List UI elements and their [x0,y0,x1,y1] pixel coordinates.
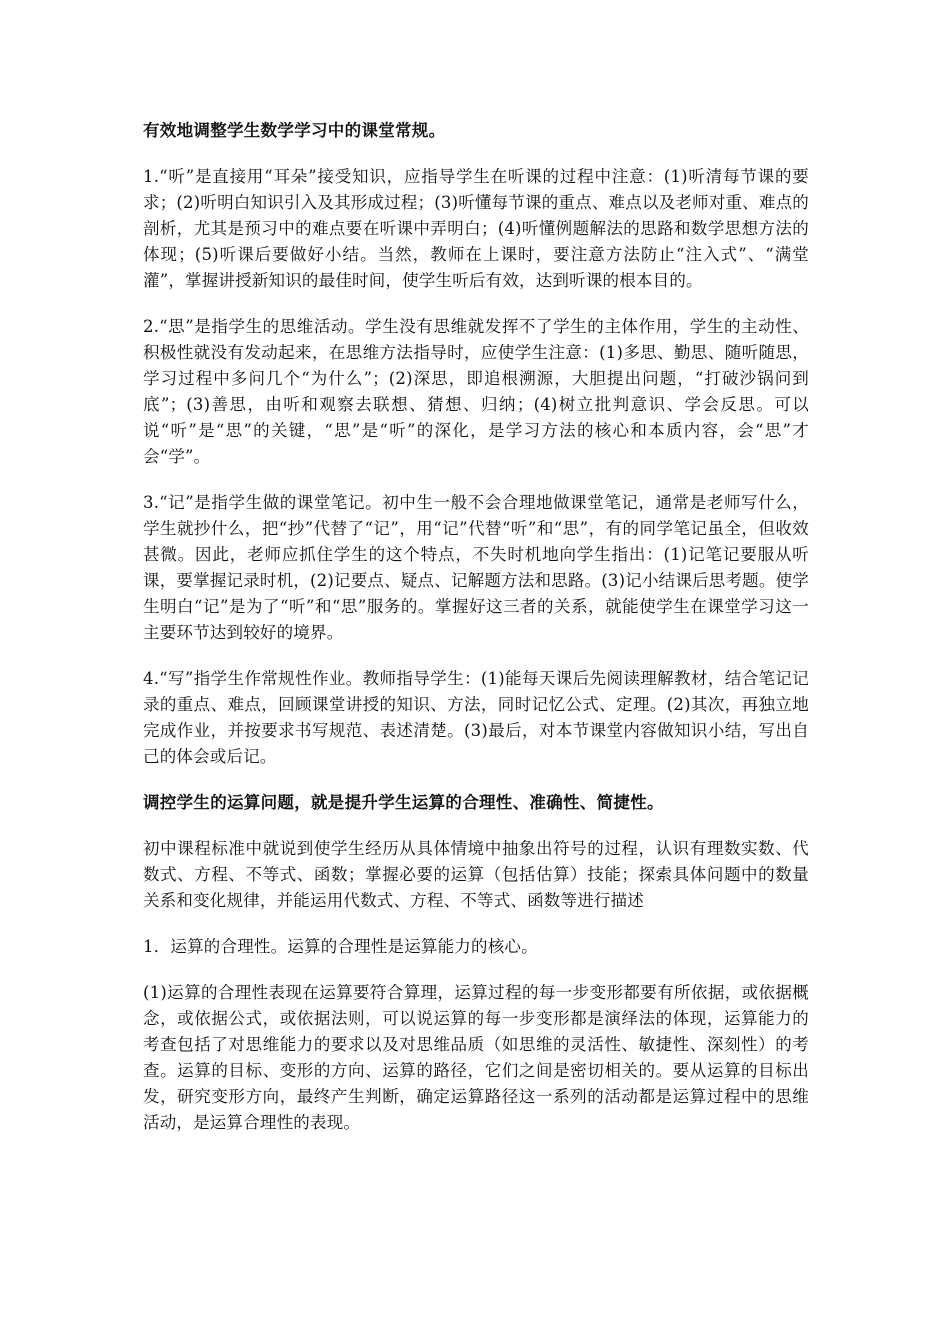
paragraph-write: 4.“写”指学生作常规性作业。教师指导学生：(1)能每天课后先阅读理解教材，结合笔记记录的重点、难点，回顾课堂讲授的知识、方法，同时记忆公式、定理。(2)其次，再独立地完成作业，并按要求书写规范、表述清楚。(3)最后，对本节课堂内容做知识小结，写出自己的体会或后记。 [143,669,809,766]
paragraph-note: 3.“记”是指学生做的课堂笔记。初中生一般不会合理地做课堂笔记，通常是老师写什么，学生就抄什么，把“抄”代替了“记”，用“记”代替“听”和“思”，有的同学笔记虽全，但收效甚微。因此，老师应抓住学生的这个特点，不失时机地向学生指出：(1)记笔记要服从听课，要掌握记录时机，(2)记要点、疑点、记解题方法和思路。(3)记小结课后思考题。使学生明白“记”是为了“听”和“思”服务的。掌握好这三者的关系，就能使学生在课堂学习这一主要环节达到较好的境界。 [143,493,809,642]
paragraph-listen: 1.“听”是直接用“耳朵”接受知识，应指导学生在听课的过程中注意：(1)听清每节课的要求；(2)听明白知识引入及其形成过程；(3)听懂每节课的重点、难点以及老师对重、难点的剖析，尤其是预习中的难点要在听课中弄明白；(4)听懂例题解法的思路和数学思想方法的体现；(5)听课后要做好小结。当然，教师在上课时，要注意方法防止“注入式”、“满堂灌”，掌握讲授新知识的最佳时间，使学生听后有效，达到听课的根本目的。 [143,167,809,290]
section-heading-classroom-routine: 有效地调整学生数学学习中的课堂常规。 [143,121,446,140]
paragraph-think: 2.“思”是指学生的思维活动。学生没有思维就发挥不了学生的主体作用，学生的主动性、积极性就没有发动起来，在思维方法指导时，应使学生注意：(1)多思、勤思、随听随思，学习过程中多问几个“为什么”；(2)深思，即追根溯源，大胆提出问题，“打破沙锅问到底”；(3)善思，由听和观察去联想、猜想、归纳；(4)树立批判意识、学会反思。可以说“听”是“思”的关键，“思”是“听”的深化，是学习方法的核心和本质内容，会“思”才会“学”。 [143,317,809,466]
paragraph-rationality-detail: (1)运算的合理性表现在运算要符合算理，运算过程的每一步变形都要有所依据，或依据概念，或依据公式，或依据法则，可以说运算的每一步变形都是演绎法的体现，运算能力的考查包括了对思维能力的要求以及对思维品质（如思维的灵活性、敏捷性、深刻性）的考查。运算的目标、变形的方向、运算的路径，它们之间是密切相关的。要从运算的目标出发，研究变形方向，最终产生判断，确定运算路径这一系列的活动都是运算过程中的思维活动，是运算合理性的表现。 [143,983,809,1132]
paragraph-rationality-title: 1．运算的合理性。运算的合理性是运算能力的核心。 [143,937,538,956]
paragraph-curriculum-standard: 初中课程标准中就说到使学生经历从具体情境中抽象出符号的过程，认识有理数实数、代数式、方程、不等式、函数；掌握必要的运算（包括估算）技能；探索具体问题中的数量关系和变化规律，并能运用代数式、方程、不等式、函数等进行描述 [143,839,809,910]
document-page [143,118,809,1156]
section-heading-calculation: 调控学生的运算问题，就是提升学生运算的合理性、准确性、简捷性。 [143,793,664,812]
